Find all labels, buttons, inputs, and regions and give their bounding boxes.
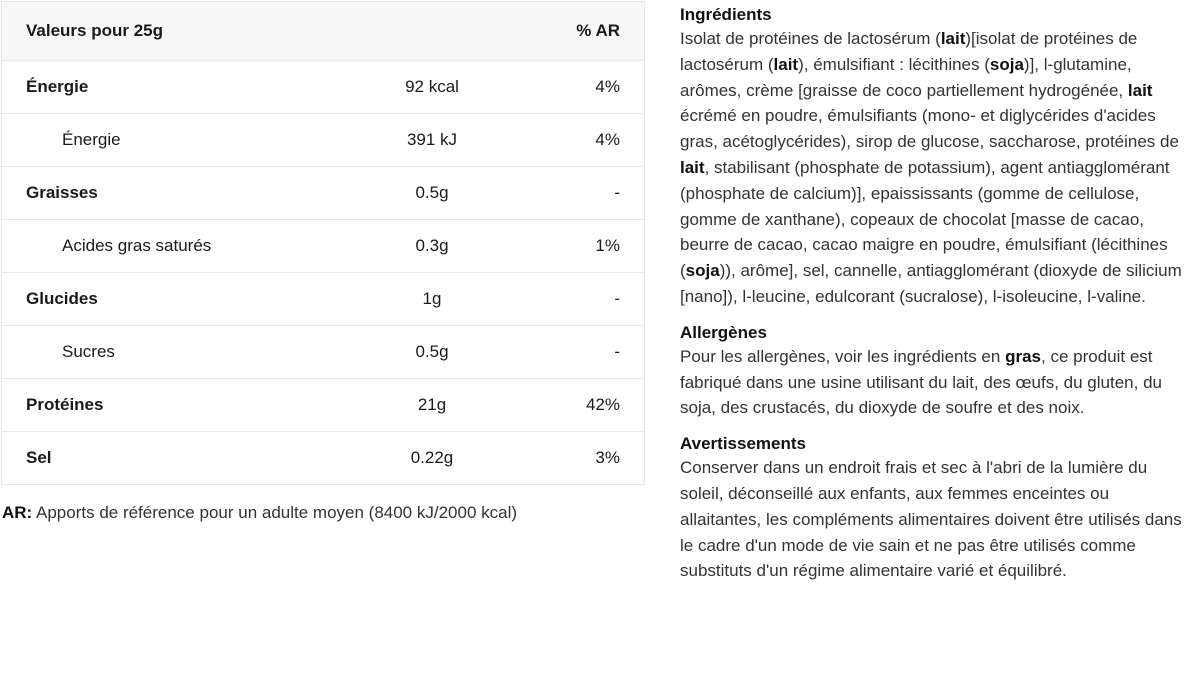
allergen-highlight: lait (1127, 80, 1153, 100)
nutrient-ar: 1% (595, 236, 620, 255)
table-row (2, 378, 644, 431)
nutrition-header-row (2, 2, 644, 60)
nutrition-table (1, 1, 645, 485)
allergen-highlight: lait (773, 54, 799, 74)
nutrient-value: 391 kJ (406, 130, 458, 149)
nutrient-name: Protéines (26, 395, 104, 414)
allergens-section (680, 322, 1192, 421)
nutrient-name: Graisses (26, 183, 98, 202)
nutrient-value: 21g (417, 395, 447, 414)
table-row (2, 325, 644, 378)
nutrient-name: Énergie (26, 77, 89, 96)
text-run: Isolat de protéines de lactosérum ( (680, 29, 941, 48)
nutrient-ar: - (614, 183, 620, 202)
table-row (2, 219, 644, 272)
table-row (2, 60, 644, 113)
table-row (2, 272, 644, 325)
text-run: , stabilisant (phosphate de potassium), agent antiagglomérant (phosphate de calcium)], epaississants (gomme de cellulose, gomme de xanthane), copeaux de chocolat [masse de cacao, beurre de cacao, cacao maigre en poudre, émulsifiant (lécithines ( (680, 157, 1170, 281)
nutrient-name: Glucides (26, 289, 98, 308)
nutrient-name: Sucres (62, 342, 115, 361)
nutrient-value: 0.5g (415, 183, 449, 202)
nutrient-ar: 42% (585, 395, 620, 414)
nutrient-name: Énergie (62, 130, 121, 149)
footnote-label: AR: (2, 503, 33, 522)
nutrient-value: 92 kcal (405, 77, 459, 96)
nutrient-ar: - (614, 289, 620, 308)
nutrient-ar: 4% (595, 77, 620, 96)
nutrient-ar: 3% (595, 448, 620, 467)
nutrient-value: 0.5g (415, 342, 449, 361)
allergen-highlight: lait (680, 157, 705, 177)
table-row (2, 431, 644, 484)
warnings-text: Conserver dans un endroit frais et sec à l'abri de la lumière du soleil, déconseillé aux enfants, aux femmes enceintes ou allaitantes, les compléments alimentaires doivent être utilisés dans le cadre d'un mode de vie sain et ne pas être utilisés comme substituts d'un régime alimentaire varié et équilibré. (680, 458, 1182, 581)
nutrient-value: 0.22g (410, 448, 454, 467)
nutrient-ar: 4% (595, 130, 620, 149)
nutrient-value: 0.3g (415, 236, 449, 255)
nutrition-header-label: Valeurs pour 25g (26, 21, 163, 40)
table-row (2, 113, 644, 166)
ingredients-title: Ingrédients (680, 5, 772, 24)
allergens-title: Allergènes (680, 322, 767, 342)
text-run: ), émulsifiant : lécithines ( (798, 54, 990, 74)
warnings-section (680, 433, 1192, 584)
allergen-highlight: soja (989, 54, 1024, 74)
table-row (2, 166, 644, 219)
allergens-text (680, 344, 1192, 421)
ingredients-section (680, 4, 1192, 310)
footnote-text: Apports de référence pour un adulte moyen (8400 kJ/2000 kcal) (32, 503, 518, 522)
bold-highlight: gras (1005, 346, 1041, 366)
product-info (680, 4, 1192, 596)
warnings-title: Avertissements (680, 434, 806, 454)
text-run: )[isolat de protéines de lactosérum ( (680, 29, 1138, 74)
ingredients-text (680, 26, 1192, 310)
allergen-highlight: soja (685, 261, 720, 281)
text-run: )), arôme], sel, cannelle, antiagglomérant (dioxyde de silicium [nano]), l-leucine, edulcorant (sucralose), l-isoleucine, l-valine. (680, 261, 1182, 306)
nutrient-ar: - (614, 342, 620, 361)
text-run: )], l-glutamine, arômes, crème [graisse de coco partiellement hydrogénée, (680, 54, 1132, 100)
text-run: , ce produit est fabriqué dans une usine utilisant du lait, des œufs, du gluten, du soja, des crustacés, du dioxyde de soufre et des noix. (680, 346, 1162, 418)
text-run: écrémé en poudre, émulsifiants (mono- et diglycérides d'acides gras, acétoglycérides), sirop de glucose, saccharose, protéines de (680, 106, 1179, 152)
nutrient-name: Acides gras saturés (62, 236, 212, 255)
ar-footnote (2, 503, 517, 523)
nutrition-header-ar: % AR (576, 21, 620, 40)
nutrient-name: Sel (26, 448, 52, 467)
allergen-highlight: lait (940, 29, 966, 48)
text-run: Pour les allergènes, voir les ingrédients en (680, 346, 1006, 366)
nutrient-value: 1g (422, 289, 442, 308)
